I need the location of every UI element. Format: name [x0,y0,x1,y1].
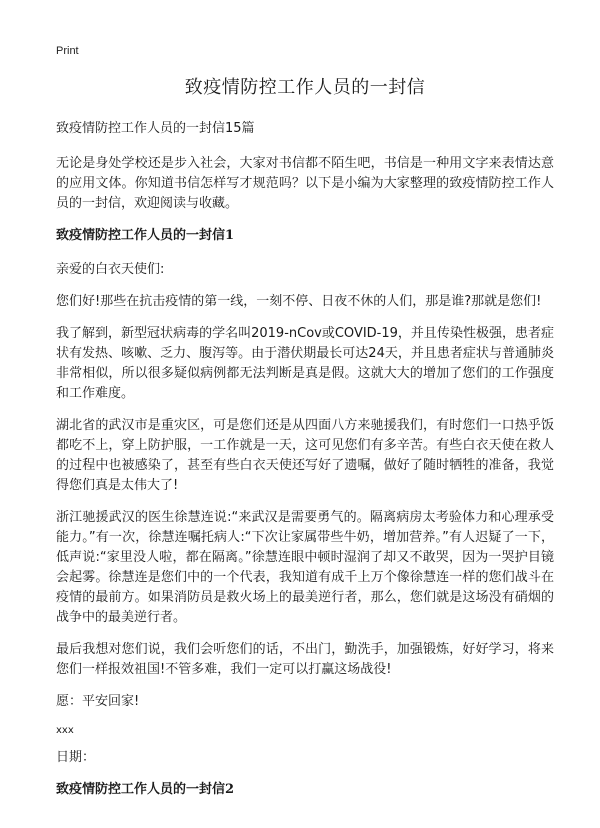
page-title: 致疫情防控工作人员的一封信 [184,77,426,98]
letter2-heading: 致疫情防控工作人员的一封信2 [56,782,235,797]
letter1-paragraph: 湖北省的武汉市是重灾区，可是您们还是从四面八方来驰援我们，有时您们一口热乎饭都吃不上，穿上防护服，一工作就是一天，这可见您们有多辛苦。有些白衣天使在救人的过程中也被感染了，甚至有些白衣天使还写好了遗嘱，做好了随时牺牲的准备，我觉得您们真是太伟大了! [56,418,554,493]
letter1-paragraph: 浙江驰援武汉的医生徐慧连说:“来武汉是需要勇气的。隔离病房太考验体力和心理承受能力。”有一次，徐慧连嘱托病人:“下次让家属带些牛奶，增加营养。”有人迟疑了一下，低声说:“家里没人啦，都在隔离。”徐慧连眼中顿时湿润了却又不敢哭，因为一哭护目镜会起雾。徐慧连是您们中的一个代表，我知道有成千上万个像徐慧连一样的您们战斗在疫情的最前方。如果消防员是救火场上的最美逆行者，那么，您们就是这场没有硝烟的战争中的最美逆行者。 [56,510,554,625]
document-subtitle: 致疫情防控工作人员的一封信15篇 [56,121,255,136]
letter1-heading: 致疫情防控工作人员的一封信1 [56,228,235,243]
letter1-paragraph: 我了解到，新型冠状病毒的学名叫2019-nCov或COVID-19，并且传染性极强，患者症状有发热、咳嗽、乏力、腹泻等。由于潜伏期最长可达24天，并且患者症状与普通肺炎非常相似，所以很多疑似病例都无法判断是真是假。这就大大的增加了您们的工作强度和工作难度。 [56,326,554,401]
print-link[interactable]: Print [56,45,79,57]
letter1-paragraph: 最后我想对您们说，我们会听您们的话，不出门，勤洗手，加强锻炼，好好学习，将来您们一样报效祖国!不管多难，我们一定可以打赢这场战役! [56,642,554,677]
letter1-paragraph: 您们好!那些在抗击疫情的第一线，一刻不停、日夜不休的人们，那是谁?那就是您们! [56,294,542,309]
letter1-closing: 愿：平安回家! [56,694,140,709]
intro-paragraph: 无论是身处学校还是步入社会，大家对书信都不陌生吧，书信是一种用文字来表情达意的应用文体。你知道书信怎样写才规范吗？以下是小编为大家整理的致疫情防控工作人员的一封信，欢迎阅读与收藏。 [56,156,554,211]
letter1-greeting: 亲爱的白衣天使们: [56,262,165,277]
letter1-signature: xxx [56,725,74,736]
letter1-date-label: 日期： [56,750,96,765]
